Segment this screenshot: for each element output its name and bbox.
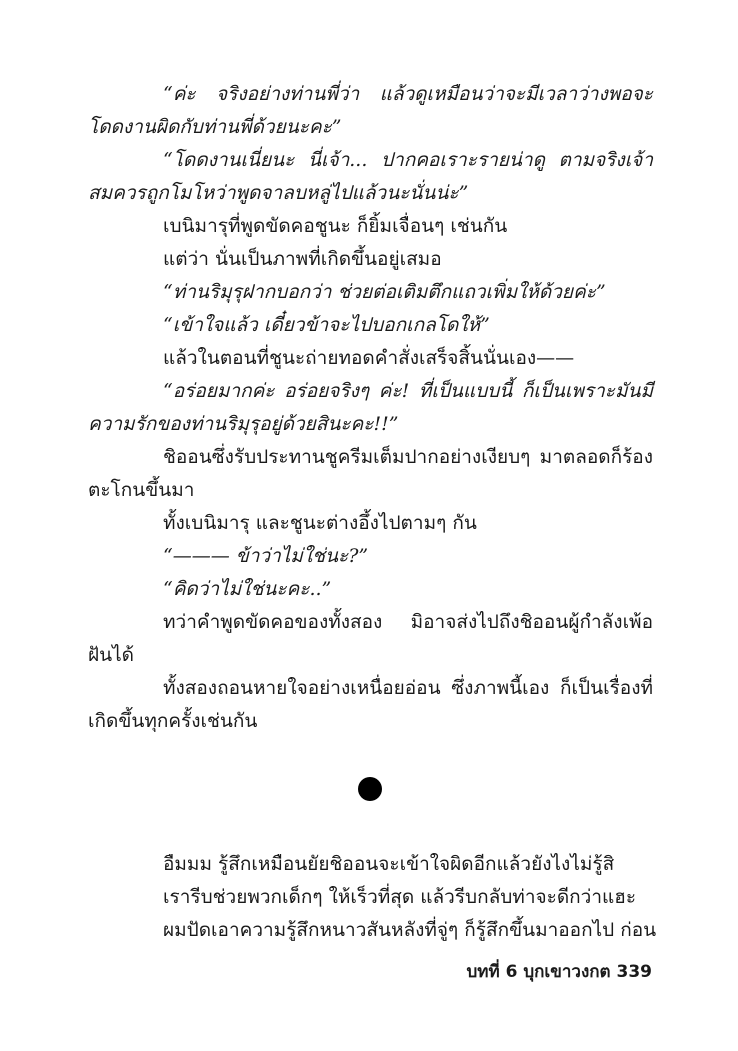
continuation-line: เรารีบช่วยพวกเด็กๆ ให้เร็วที่สุด แล้วรีบกลับท่าจะดีกว่าแฮะ bbox=[163, 886, 637, 908]
paragraph: “ท่านริมุรุฝากบอกว่า ช่วยต่อเติมตึกแถวเพิ่มให้ด้วยค่ะ” bbox=[163, 281, 606, 303]
body-text bbox=[88, 78, 653, 738]
paragraph: ทว่าคำพูดขัดคอของทั้งสอง มิอาจส่งไปถึงชิออนผู้กำลังเพ้อฝันได้ bbox=[88, 611, 653, 666]
continuation-line: ผมปัดเอาความรู้สึกหนาวสันหลังที่จู่ๆ ก็รู้สึกขึ้นมาออกไป ก่อน bbox=[163, 919, 657, 941]
section-divider-dot bbox=[358, 777, 382, 801]
paragraph: “——— ข้าว่าไม่ใช่นะ?” bbox=[163, 545, 369, 567]
paragraph: ทั้งสองถอนหายใจอย่างเหนื่อยอ่อน ซึ่งภาพนี้เอง ก็เป็นเรื่องที่เกิดขึ้นทุกครั้งเช่นกัน bbox=[88, 677, 653, 732]
paragraph: ชิออนซึ่งรับประทานชูครีมเต็มปากอย่างเงียบๆ มาตลอดก็ร้องตะโกนขึ้นมา bbox=[88, 446, 653, 501]
page-footer: บทที่ 6 บุกเขาวงกต 339 bbox=[466, 962, 652, 982]
paragraph: “เข้าใจแล้ว เดี๋ยวข้าจะไปบอกเกลโดให้” bbox=[163, 314, 490, 336]
section-continuation bbox=[88, 848, 657, 947]
paragraph: “โดดงานเนี่ยนะ นี่เจ้า... ปากคอเราะรายน่าดู ตามจริงเจ้าสมควรถูกโมโหว่าพูดจาลบหลู่ไปแล้วนะนั่นน่ะ” bbox=[88, 149, 653, 204]
paragraph: แต่ว่า นั่นเป็นภาพที่เกิดขึ้นอยู่เสมอ bbox=[163, 248, 442, 270]
paragraph: แล้วในตอนที่ชูนะถ่ายทอดคำสั่งเสร็จสิ้นนั่นเอง—— bbox=[163, 347, 575, 369]
paragraph: “อร่อยมากค่ะ อร่อยจริงๆ ค่ะ! ที่เป็นแบบนี้ ก็เป็นเพราะมันมีความรักของท่านริมุรุอยู่ด้วยสินะคะ!!” bbox=[88, 380, 653, 435]
continuation-line: อืมมม รู้สึกเหมือนยัยชิออนจะเข้าใจผิดอีกแล้วยังไงไม่รู้สิ bbox=[163, 853, 615, 875]
paragraph: “คิดว่าไม่ใช่นะคะ..” bbox=[163, 578, 332, 600]
paragraph: ทั้งเบนิมารุ และชูนะต่างอึ้งไปตามๆ กัน bbox=[163, 512, 477, 534]
paragraph: “ค่ะ จริงอย่างท่านพี่ว่า แล้วดูเหมือนว่าจะมีเวลาว่างพอจะโดดงานผิดกับท่านพี่ด้วยนะคะ” bbox=[88, 83, 653, 138]
paragraph: เบนิมารุที่พูดขัดคอชูนะ ก็ยิ้มเจื่อนๆ เช่นกัน bbox=[163, 215, 508, 237]
